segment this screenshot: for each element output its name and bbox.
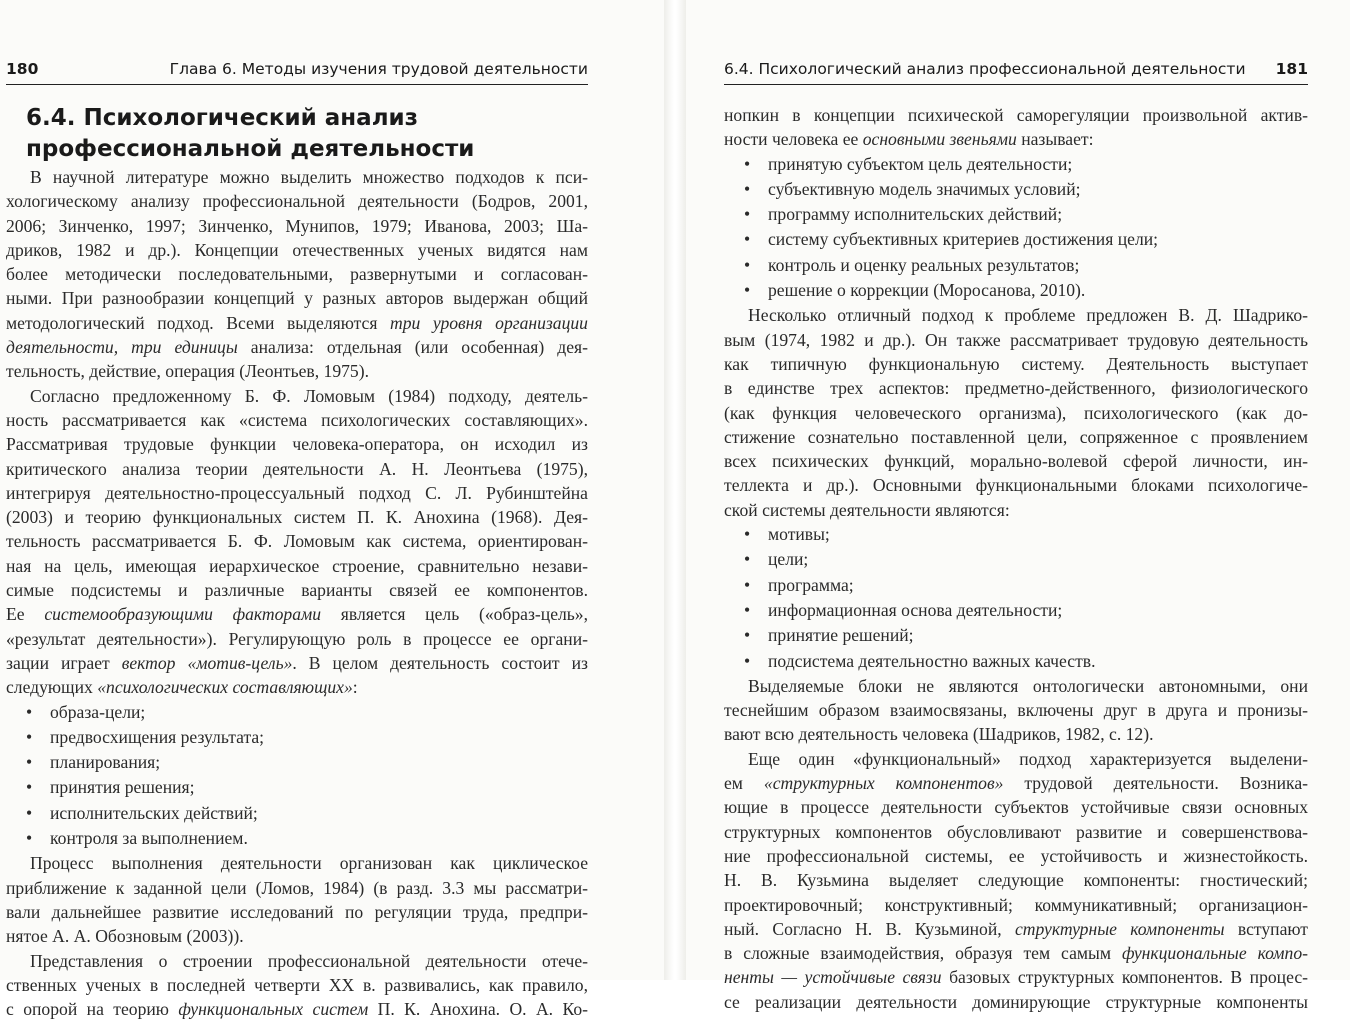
emphasis-text: вектор «мотив-цель»: [121, 652, 293, 673]
text-line: се реализации деятельности доминирующие структурные компоненты: [724, 991, 1308, 1012]
text-line: Процесс выполнения деятельности организован как циклическое: [30, 853, 588, 874]
bullet-icon: •: [744, 549, 751, 570]
section-title-line: 6.4. Психологический анализ: [26, 105, 419, 131]
text-line: более методически последовательными, развернутыми и согласован-: [6, 264, 588, 285]
emphasis-text: деятельности, три единицы: [6, 337, 238, 358]
text-line: приближение к заданной цели (Ломов, 1984) (в разд. 3.3 мы рассматри-: [6, 877, 588, 898]
text-line: ности человека ее основными звеньями называет:: [724, 129, 1094, 150]
list-item: • предвосхищения результата;: [6, 725, 588, 750]
emphasis-text: три уровня организации: [390, 312, 588, 333]
bullet-icon: •: [744, 280, 751, 301]
text-line: Несколько отличный подход к проблеме предложен В. Д. Шадрико-: [748, 305, 1308, 326]
left-page: [0, 0, 664, 1020]
text-line: в сложные взаимодействия, образуя тем самым функциональные компо-: [724, 943, 1308, 964]
text-line: 2006; Зинченко, 1997; Зинченко, Мунипов, 1979; Иванова, 2003; Ша-: [6, 215, 588, 236]
text-line: в единстве трех аспектов: предметно-действенного, физиологического: [724, 378, 1308, 399]
text-line: следующих «психологических составляющих»:: [6, 677, 358, 698]
left-running-title: Глава 6. Методы изучения трудовой деятельности: [169, 60, 588, 78]
list-item: • контроля за выполнением.: [6, 826, 588, 851]
text-line: ная на цель, имеющая иерархическое строение, сравнительно незави-: [6, 555, 588, 576]
left-page-content: [6, 165, 588, 1021]
text-line: тельность рассматривается Б. Ф. Ломовым как система, ориентирован-: [6, 531, 588, 552]
right-page: [686, 0, 1350, 1012]
list-item: • образа-цели;: [6, 700, 588, 725]
text-line: как типичную функциональную систему. Деятельность выступает: [724, 353, 1308, 374]
text-line: ный. Согласно Н. В. Кузьминой, структурные компоненты вступают: [724, 918, 1308, 939]
bullet-icon: •: [744, 625, 751, 646]
text-line: деятельности, три единицы анализа: отдельная (или особенная) дея-: [6, 337, 588, 358]
text-line: проектировочный; конструктивный; коммуникативный; организацион-: [724, 894, 1308, 915]
text-line: ность рассматривается как «система психологических составляющих».: [6, 409, 588, 430]
list-item: • мотивы;: [724, 522, 1308, 547]
text-line: ем «структурных компонентов» трудовой деятельности. Возника-: [724, 773, 1308, 794]
text-line: ненты — устойчивые связи базовых структурных компонентов. В процес-: [724, 967, 1308, 988]
bullet-icon: •: [744, 574, 751, 595]
text-line: стижение сознательно поставленной цели, сопряженное с проявлением: [724, 426, 1308, 447]
text-line: структурных компонентов обусловливают развитие и совершенствова-: [724, 821, 1308, 842]
list-item: • принятия решения;: [6, 775, 588, 800]
text-line: В научной литературе можно выделить множество подходов к пси-: [30, 167, 588, 187]
bullet-icon: •: [26, 802, 33, 823]
list-item: • контроль и оценку реальных результатов;: [724, 253, 1308, 278]
text-line: Н. В. Кузьмина выделяет следующие компоненты: гностический;: [724, 870, 1308, 891]
text-line: вают всю деятельность человека (Шадриков, 1982, с. 12).: [724, 724, 1154, 745]
right-running-title: 6.4. Психологический анализ профессиональной деятельности: [724, 60, 1246, 78]
emphasis-text: основными звеньями: [862, 129, 1017, 150]
book-gutter: [664, 0, 686, 980]
list-item: • программа;: [724, 573, 1308, 598]
list-item: • цели;: [724, 547, 1308, 572]
left-page-number: 180: [6, 60, 39, 78]
right-page-content: [724, 103, 1308, 1014]
emphasis-text: ненты — устойчивые связи: [724, 967, 942, 988]
text-line: (как функция человеческого организма), психологического (как до-: [724, 402, 1308, 423]
list-item: • принятие решений;: [724, 623, 1308, 648]
text-line: с опорой на теорию функциональных систем П. К. Анохина. О. А. Ко-: [6, 999, 589, 1020]
text-line: Еще один «функциональный» подход характеризуется выделени-: [748, 748, 1308, 769]
text-line: Выделяемые блоки не являются онтологически автономными, они: [748, 675, 1308, 696]
bullet-icon: •: [26, 726, 33, 747]
text-line: зации играет вектор «мотив-цель». В целом деятельность состоит из: [6, 652, 588, 673]
bullet-icon: •: [744, 599, 751, 620]
text-line: интегрируя деятельностно-процессуальный подход С. Л. Рубинштейна: [6, 482, 588, 503]
list-item: • информационная основа деятельности;: [724, 598, 1308, 623]
bullet-icon: •: [744, 178, 751, 199]
text-line: ние профессиональной системы, ее устойчивость и жизнестойкость.: [724, 845, 1308, 866]
text-line: ственных ученых в последней четверти XX в. развивались, как правило,: [6, 974, 588, 995]
emphasis-text: функциональных систем: [178, 999, 369, 1020]
text-line: ными. При разнообразии концепций у разных авторов выдержан общий: [6, 288, 588, 309]
bullet-icon: •: [744, 254, 751, 275]
text-line: ской системы деятельности являются:: [724, 499, 1010, 520]
text-line: теллекта и др.). Основными функциональными блоками психологиче-: [724, 475, 1308, 496]
right-page-header: [724, 56, 1308, 85]
text-line: дриков, 1982 и др.). Концепции отечественных ученых видятся нам: [6, 239, 588, 260]
text-line: (2003) и теорию функциональных систем П. К. Анохина (1968). Дея-: [6, 507, 588, 528]
right-page-number: 181: [1275, 60, 1308, 78]
bullet-icon: •: [26, 752, 33, 773]
bullet-icon: •: [744, 153, 751, 174]
bullet-icon: •: [744, 229, 751, 250]
section-title: [26, 103, 586, 164]
emphasis-text: системообразующими факторами: [44, 604, 322, 625]
left-page-header: [6, 56, 588, 85]
list-item: • субъективную модель значимых условий;: [724, 177, 1308, 202]
text-line: симые подсистемы и различные варианты связей ее компонентов.: [6, 580, 588, 601]
bullet-icon: •: [744, 524, 751, 545]
list-item: • планирования;: [6, 750, 588, 775]
bullet-icon: •: [26, 828, 33, 849]
text-line: всех психических функций, морально-волевой сферой личности, ин-: [724, 451, 1308, 472]
bullet-icon: •: [26, 777, 33, 798]
text-line: хологическому анализу профессиональной деятельности (Бодров, 2001,: [6, 191, 588, 212]
text-line: нятое А. А. Обозновым (2003)).: [6, 926, 244, 947]
list-item: • программу исполнительских действий;: [724, 202, 1308, 227]
bullet-icon: •: [744, 650, 751, 671]
text-line: ющие в процессе деятельности субъектов устойчивые связи основных: [724, 797, 1308, 818]
list-item: • исполнительских действий;: [6, 801, 588, 826]
section-title-line: профессиональной деятельности: [26, 135, 475, 162]
emphasis-text: «психологических составляющих»: [97, 677, 353, 698]
text-line: вали дальнейшее развитие исследований по регуляции труда, предпри-: [6, 901, 588, 922]
emphasis-text: структурные компоненты: [1014, 918, 1225, 939]
list-item: • решение о коррекции (Моросанова, 2010).: [724, 278, 1308, 303]
text-line: тельность, действие, операция (Леонтьев, 1975).: [6, 361, 369, 382]
text-line: Рассматривая трудовые функции человека-оператора, он исходил из: [6, 434, 588, 455]
text-line: нопкин в концепции психической саморегуляции произвольной актив-: [724, 105, 1308, 125]
bullet-icon: •: [744, 204, 751, 225]
list-item: • систему субъективных критериев достижения цели;: [724, 227, 1308, 252]
text-line: Ее системообразующими факторами является цель («образ-цель»,: [6, 604, 588, 625]
emphasis-text: «структурных компонентов»: [763, 773, 1004, 794]
text-line: Согласно предложенному Б. Ф. Ломовым (1984) подходу, деятель-: [30, 385, 588, 406]
list-item: • принятую субъектом цель деятельности;: [724, 152, 1308, 177]
text-line: теснейшим образом взаимосвязаны, включены друг в друга и пронизы-: [724, 700, 1308, 721]
bullet-icon: •: [26, 701, 33, 722]
text-line: «результат деятельности»). Регулирующую роль в процессе ее органи-: [6, 628, 588, 649]
text-line: Представления о строении профессиональной деятельности отече-: [30, 950, 588, 971]
text-line: вым (1974, 1982 и др.). Он также рассматривает трудовую деятельность: [724, 329, 1308, 350]
text-line: критического анализа теории деятельности А. Н. Леонтьева (1975),: [6, 458, 588, 479]
list-item: • подсистема деятельностно важных качеств.: [724, 649, 1308, 674]
text-line: методологический подход. Всеми выделяются три уровня организации: [6, 312, 588, 333]
emphasis-text: функциональные компо-: [1121, 943, 1308, 964]
